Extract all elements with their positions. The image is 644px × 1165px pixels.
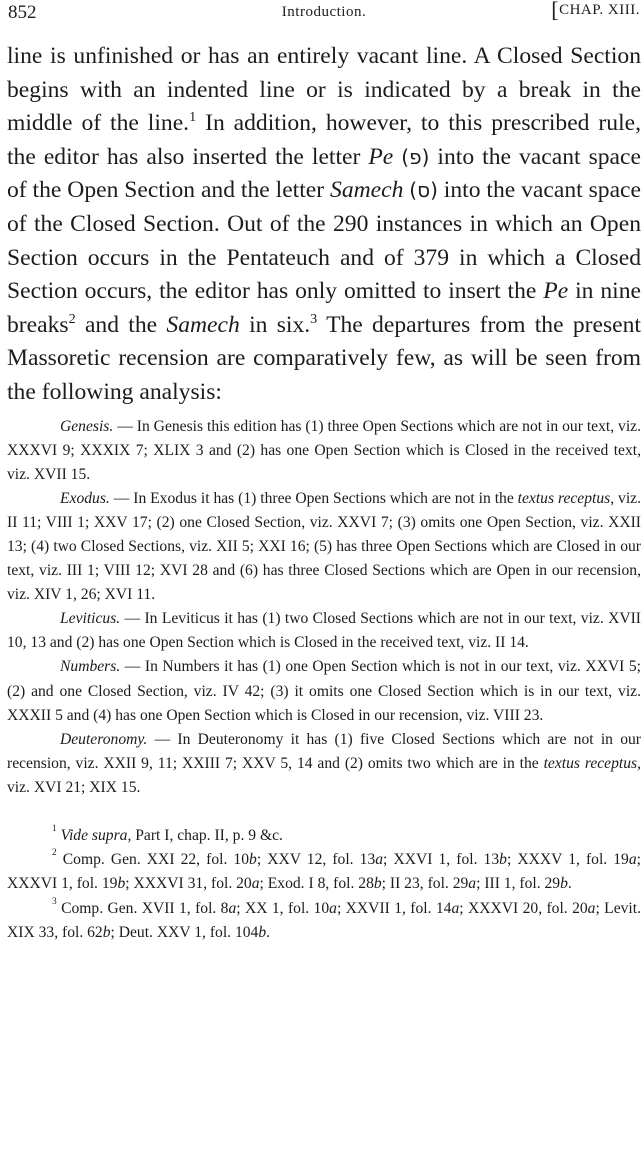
footnote-mark: 2: [52, 848, 57, 859]
page-number: 852: [8, 2, 37, 23]
text-segment: ; XXVII 1, fol. 14: [336, 899, 452, 917]
book-name: Genesis.: [60, 417, 114, 435]
book-name: Exodus.: [60, 489, 110, 507]
main-text-5: in nine breaks: [7, 278, 641, 338]
text-segment: ; Levit. XIX 33, fol. 62: [7, 899, 641, 941]
italic-text: b: [117, 875, 126, 893]
footnote: [7, 824, 641, 848]
text-segment: — In Leviticus it has (1) two Closed Sections which are not in our text, viz. XVII 10, 13 and (2) has one Open Section which is Closed in the received text, viz. II 14.: [7, 610, 641, 652]
main-text-4: into the vacant space of the Closed Section. Out of the 290 instances in which an Open Section occurs in the Pentateuch and of 379 in which a Closed Section occurs, the editor has only omitted to insert the: [7, 177, 641, 305]
main-text-7: in six.: [239, 311, 311, 338]
italic-text: b: [258, 923, 267, 941]
text-segment: ; XXXVI 1, fol. 19: [7, 851, 641, 893]
footnote-ref-2: 2: [68, 310, 76, 327]
book-entry: [7, 607, 641, 655]
footnote-ref-1: 1: [189, 109, 197, 126]
text-segment: Part I, chap. II, p. 9 &c.: [131, 827, 283, 845]
book-name: Numbers.: [60, 658, 121, 676]
text-segment: — In Genesis this edition has (1) three Open Sections which are not in our text, viz. XXXVI 9; XXXIX 7; XLIX 3 and (2) has one Open Section which is Closed in the received text, viz. XVII 15.: [7, 417, 641, 483]
text-segment: .: [266, 923, 271, 941]
text-segment: ; XXVI 1, fol. 13: [383, 851, 500, 869]
footnote: [7, 848, 641, 896]
footnote-mark: 3: [52, 896, 57, 907]
hebrew-pe: (פ): [401, 144, 430, 169]
italic-text: a: [329, 899, 337, 917]
main-text-8: The departures from the present Massoretic recension are comparatively few, as will be seen from the following analysis:: [7, 311, 641, 405]
book-name: Deuteronomy.: [60, 730, 148, 748]
running-header: [8, 2, 640, 28]
italic-text: b: [499, 851, 507, 869]
footnotes: [7, 824, 641, 945]
italic-text: b: [249, 851, 257, 869]
footnote-mark: 1: [52, 824, 57, 835]
text-segment: Comp. Gen. XVII 1, fol. 8: [56, 899, 229, 917]
text-segment: ; XXXVI 20, fol. 20: [459, 899, 588, 917]
letter-pe-name-2: Pe: [543, 278, 569, 305]
chapter-label: [551, 0, 640, 22]
italic-text: a: [468, 875, 477, 893]
text-segment: ; XXV 12, fol. 13: [256, 851, 376, 869]
text-segment: Comp. Gen. XXI 22, fol. 10: [56, 851, 250, 869]
italic-text: a: [375, 851, 384, 869]
letter-pe-name: Pe: [368, 143, 394, 170]
italic-text: b: [373, 875, 382, 893]
main-text-3: into the vacant space of the Open Section and the letter: [7, 143, 641, 204]
book-entry: [7, 728, 641, 800]
italic-text: textus receptus: [517, 489, 611, 507]
text-segment: — In Exodus it has (1) three Open Sections which are not in the: [109, 489, 518, 507]
italic-text: b: [560, 875, 568, 893]
footnote: [7, 897, 641, 945]
page-body: [7, 40, 641, 945]
letter-samech-name: Samech: [330, 177, 404, 204]
italic-text: a: [451, 899, 460, 917]
text-segment: .: [567, 875, 572, 893]
book-entry: [7, 655, 641, 727]
running-title: Introduction.: [281, 4, 367, 20]
text-segment: ; XX 1, fol. 10: [236, 899, 330, 917]
book-name: Leviticus.: [60, 610, 121, 628]
letter-samech-name-2: Samech: [166, 311, 240, 338]
main-text-6: and the: [75, 311, 167, 338]
text-segment: ; XXXVI 31, fol. 20: [125, 875, 252, 893]
text-segment: , viz. II 11; VIII 1; XXV 17; (2) one Closed Section, viz. XXVI 7; (3) omits one Open Section, viz. XXII 13; (4) two Closed Sections, viz. XII 5; XXI 16; (5) has three Open Sections which are Closed in our text, viz. III 1; VIII 12; XVI 28 and (6) has three Closed Sections which are Open in our recension, viz. XIV 1, 26; XVI 11.: [7, 489, 641, 604]
italic-text: textus receptus: [543, 754, 638, 772]
main-text-2: In addition, however, to this prescribed rule, the editor has also inserted the letter: [7, 110, 641, 170]
book-analysis: [7, 415, 641, 801]
italic-text: a: [628, 851, 637, 869]
text-segment: — In Deuteronomy it has (1) five Closed Sections which are not in our recension, viz. XXII 9, 11; XXIII 7; XXV 5, 14 and (2) omits two which are in the: [7, 730, 641, 772]
footnote-ref-3: 3: [310, 310, 318, 327]
text-segment: ; III 1, fol. 29: [476, 875, 561, 893]
text-segment: ; II 23, fol. 29: [381, 875, 469, 893]
italic-text: a: [587, 899, 596, 917]
main-paragraph: [7, 40, 641, 410]
text-segment: — In Numbers it has (1) one Open Section which is not in our text, viz. XXVI 5; (2) and one Closed Section, viz. IV 42; (3) it omits one Closed Section which is in our text, viz. XXXII 5 and (4) has one Open Section which is Closed in our recension, viz. VIII 23.: [7, 658, 641, 724]
chapter-text: CHAP. XIII.: [559, 2, 640, 18]
main-text-1: line is unfinished or has an entirely vacant line. A Closed Section begins with an indented line or is indicated by a break in the middle of the line.: [7, 43, 641, 137]
hebrew-samech: (ס): [409, 178, 438, 203]
text-segment: , viz. XVI 21; XIX 15.: [7, 754, 641, 796]
italic-text: b: [102, 923, 111, 941]
chapter-bracket: [: [551, 0, 560, 22]
italic-text: a: [251, 875, 260, 893]
book-entry: [7, 487, 641, 607]
italic-text: Vide supra,: [60, 827, 132, 845]
italic-text: a: [228, 899, 237, 917]
book-entry: [7, 415, 641, 487]
text-segment: ; XXXV 1, fol. 19: [506, 851, 629, 869]
text-segment: ; Deut. XXV 1, fol. 104: [110, 923, 259, 941]
text-segment: ; Exod. I 8, fol. 28: [259, 875, 374, 893]
